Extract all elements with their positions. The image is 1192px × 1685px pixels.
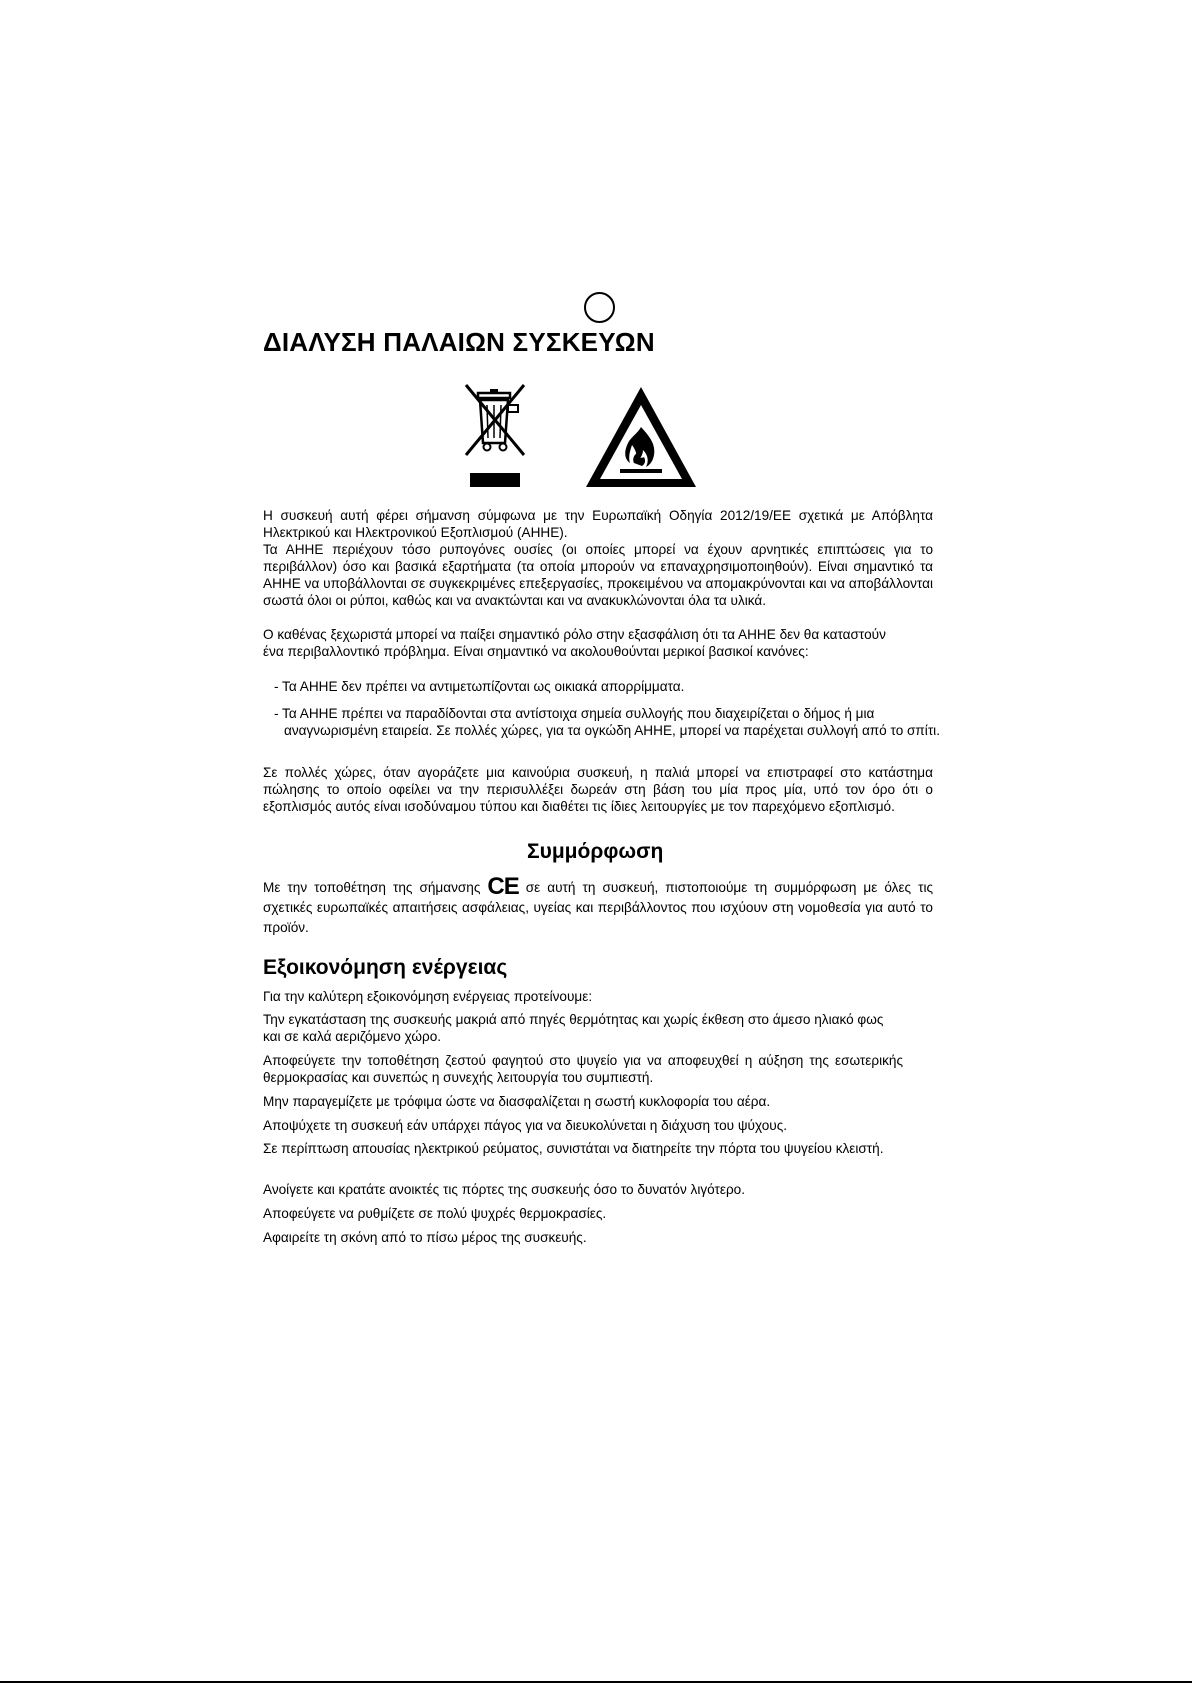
compliance-heading: Συμμόρφωση bbox=[527, 840, 664, 863]
energy-tip: Σε περίπτωση απουσίας ηλεκτρικού ρεύματος, συνιστάται να διατηρείτε την πόρτα του ψυγείου κλειστή. bbox=[263, 1141, 884, 1156]
energy-tip: Την εγκατάσταση της συσκευής μακριά από πηγές θερμότητας και χωρίς έκθεση στο άμεσο ηλιακό φως και σε καλά αεριζόμενο χώρο. bbox=[263, 1012, 884, 1044]
compliance-text-before: Με την τοποθέτηση της σήμανσης bbox=[263, 880, 481, 895]
energy-intro: Για την καλύτερη εξοικονόμηση ενέργειας προτείνουμε: bbox=[263, 989, 593, 1004]
ce-mark: CE bbox=[487, 873, 519, 900]
compliance-text-after: σε αυτή τη συσκευή, πιστοποιούμε τη συμμόρφωση με όλες τις σχετικές ευρωπαϊκές απαιτήσεις ασφάλειας, υγείας και περιβάλλοντος που ισχύουν στη νομοθεσία για αυτό το προϊόν. bbox=[263, 880, 934, 935]
energy-heading: Εξοικονόμηση ενέργειας bbox=[263, 956, 508, 979]
disposal-paragraph-3: Ο καθένας ξεχωριστά μπορεί να παίξει σημαντικό ρόλο στην εξασφάλιση ότι τα ΑΗΗΕ δεν θα καταστούν ένα περιβαλλοντικό πρόβλημα. Είναι σημαντικό να ακολουθούνται μερικοί βασικοί κανόνες: bbox=[263, 627, 886, 659]
energy-tip: Μην παραγεμίζετε με τρόφιμα ώστε να διασφαλίζεται η σωστή κυκλοφορία του αέρα. bbox=[263, 1094, 771, 1109]
disposal-paragraph-4: Σε πολλές χώρες, όταν αγοράζετε μια καινούρια συσκευή, η παλιά μπορεί να επιστραφεί στο κατάστημα πώλησης το οποίο οφείλει να την περισυλλέξει δωρεάν στη βάση του μία προς μία, υπό τον όρο ότι ο εξοπλισμός αυτός είναι ισοδύναμου τύπου και διαθέτει τις ίδιες λειτουργίες με τον παρεχόμενο εξοπλισμό. bbox=[263, 765, 933, 814]
flammable-warning-icon bbox=[582, 383, 700, 491]
language-indicator-circle bbox=[584, 292, 615, 323]
energy-tip: Αφαιρείτε τη σκόνη από το πίσω μέρος της συσκευής. bbox=[263, 1230, 587, 1245]
disposal-bullet-1: - Τα ΑΗΗΕ δεν πρέπει να αντιμετωπίζονται ως οικιακά απορρίμματα. bbox=[274, 679, 685, 694]
crossed-out-wheelie-bin-icon bbox=[460, 383, 532, 491]
disposal-paragraph-1: Η συσκευή αυτή φέρει σήμανση σύμφωνα με την Ευρωπαϊκή Οδηγία 2012/19/ΕΕ σχετικά με Απόβλητα Ηλεκτρικού και Ηλεκτρονικού Εξοπλισμού (ΑΗΗΕ). bbox=[263, 508, 933, 540]
energy-tip: Αποφεύγετε την τοποθέτηση ζεστού φαγητού στο ψυγείο για να αποφευχθεί η αύξηση της εσωτερικής θερμοκρασίας και συνεπώς η συνεχής λειτουργία του συμπιεστή. bbox=[263, 1053, 903, 1085]
page-title: ΔΙΑΛΥΣΗ ΠΑΛΑΙΩΝ ΣΥΣΚΕΥΩΝ bbox=[263, 327, 655, 357]
page-bottom-rule bbox=[0, 1681, 1192, 1683]
warning-icons bbox=[460, 383, 720, 493]
energy-tip: Αποφεύγετε να ρυθμίζετε σε πολύ ψυχρές θερμοκρασίες. bbox=[263, 1206, 607, 1221]
energy-tip: Ανοίγετε και κρατάτε ανοικτές τις πόρτες της συσκευής όσο το δυνατόν λιγότερο. bbox=[263, 1182, 746, 1197]
disposal-bullet-2: - Τα ΑΗΗΕ πρέπει να παραδίδονται στα αντίστοιχα σημεία συλλογής που διαχειρίζεται ο δήμος ή μια αναγνωρισμένη εταιρεία. Σε πολλές χώρες, για τα ογκώδη ΑΗΗΕ, μπορεί να παρέχεται συλλογή από το σπίτι. bbox=[274, 706, 940, 738]
disposal-paragraph-2: Τα ΑΗΗΕ περιέχουν τόσο ρυπογόνες ουσίες (οι οποίες μπορεί να έχουν αρνητικές επιπτώσεις για το περιβάλλον) όσο και βασικά εξαρτήματα (τα οποία μπορούν να επαναχρησιμοποιηθούν). Είναι σημαντικό τα ΑΗΗΕ να υποβάλλονται σε συγκεκριμένες επεξεργασίες, προκειμένου να απομακρύνονται και να αποβάλλονται σωστά όλοι οι ρύποι, καθώς και να ανακτώνται και να ανακυκλώνονται όλα τα υλικά. bbox=[263, 542, 933, 608]
energy-tip: Αποψύχετε τη συσκευή εάν υπάρχει πάγος για να διευκολύνεται η διάχυση του ψύχους. bbox=[263, 1118, 788, 1133]
compliance-paragraph bbox=[263, 873, 934, 938]
